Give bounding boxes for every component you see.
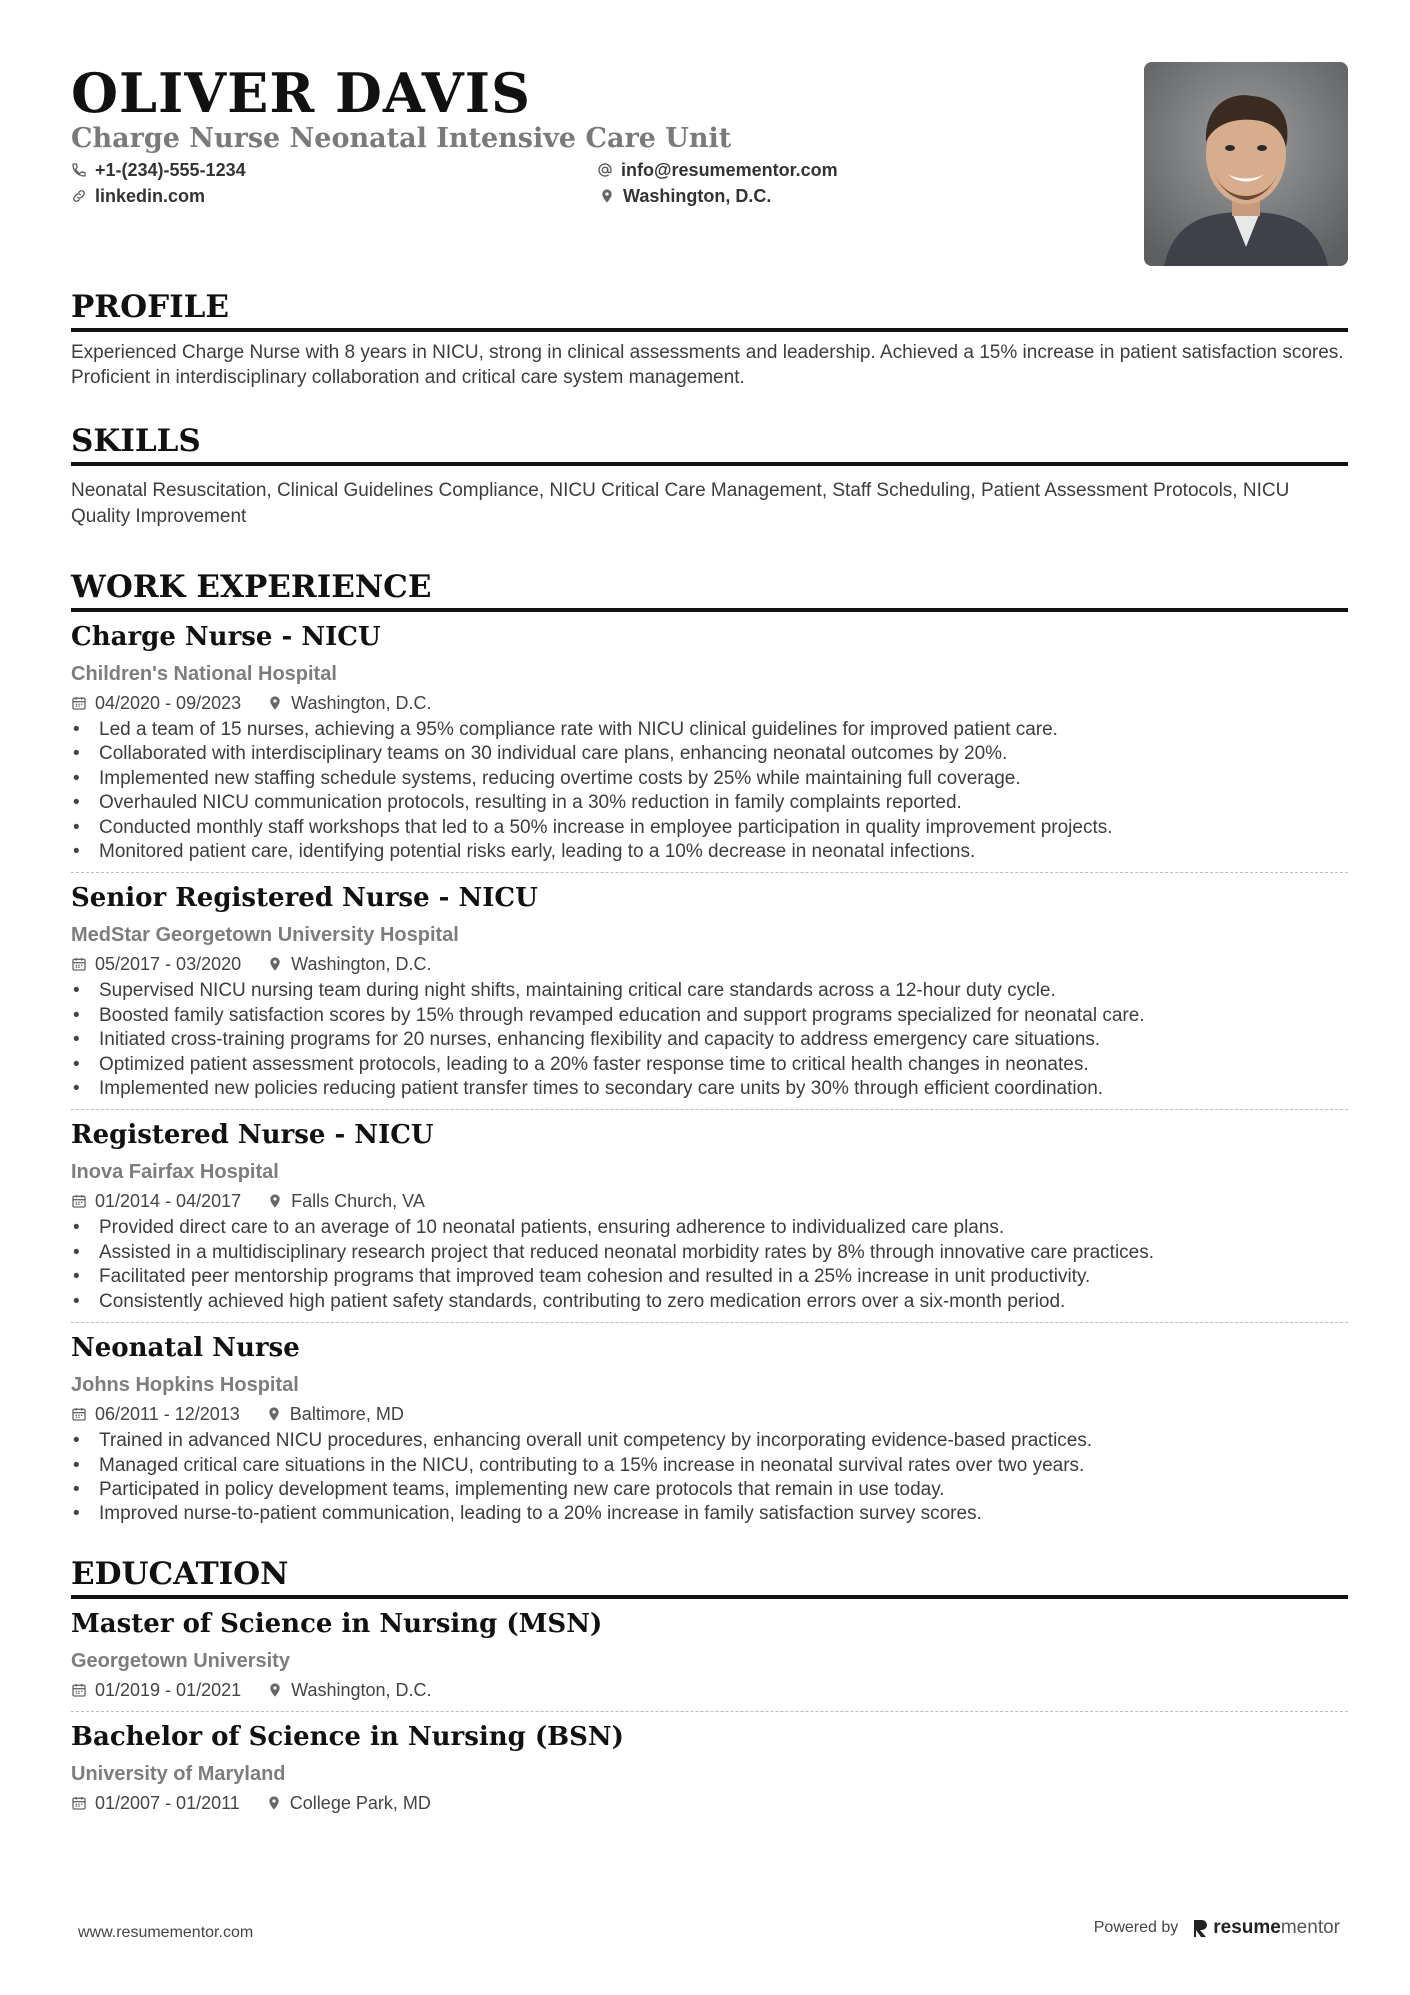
entry-location — [267, 951, 431, 977]
profile-photo — [1144, 62, 1348, 266]
entry-meta — [71, 1401, 1348, 1427]
skills-heading: SKILLS — [71, 422, 1348, 466]
achievement-item: • Optimized patient assessment protocols, leading to a 20% faster response time to critical health changes in neonates. — [71, 1053, 1348, 1077]
location-text: Washington, D.C. — [291, 954, 432, 975]
education-entry — [71, 1711, 1348, 1824]
achievement-item: • Overhauled NICU communication protocols, resulting in a 30% reduction in family complaints reported. — [71, 791, 1348, 815]
phone-text: +1-(234)-555-1234 — [95, 160, 246, 180]
entry-title: Neonatal Nurse — [71, 1333, 300, 1364]
achievement-item: • Implemented new policies reducing patient transfer times to secondary care units by 30% through efficient coordination. — [71, 1077, 1348, 1101]
map-pin-icon — [267, 1193, 283, 1209]
contact-phone — [71, 158, 246, 182]
achievement-item: • Managed critical care situations in the NICU, contributing to a 15% increase in neonatal survival rates over two years. — [71, 1454, 1348, 1478]
dates-text: 01/2007 - 01/2011 — [95, 1792, 240, 1813]
entry-organization: Inova Fairfax Hospital — [71, 1161, 279, 1184]
achievement-item: • Led a team of 15 nurses, achieving a 95% compliance rate with NICU clinical guidelines for improved patient care. — [71, 718, 1348, 742]
entry-meta — [71, 1677, 1348, 1703]
experience-entry — [71, 620, 1348, 872]
education-entry — [71, 1607, 1348, 1711]
contact-email — [597, 158, 838, 182]
phone-icon — [71, 162, 87, 178]
dates-text: 04/2020 - 09/2023 — [95, 693, 242, 713]
dates-text: 01/2014 - 04/2017 — [95, 1191, 242, 1212]
profile-heading: PROFILE — [71, 288, 1348, 332]
entry-location — [266, 1401, 404, 1427]
calendar-icon — [71, 1795, 87, 1811]
achievement-list — [71, 979, 1348, 1101]
achievement-item: • Conducted monthly staff workshops that led to a 50% increase in employee participation in quality improvement projects. — [71, 816, 1348, 840]
location-text: Falls Church, VA — [291, 1191, 425, 1212]
entry-title: Master of Science in Nursing (MSN) — [71, 1608, 603, 1639]
footer-website[interactable]: www.resumementor.com — [78, 1924, 254, 1941]
map-pin-icon — [266, 1795, 282, 1811]
map-pin-icon — [267, 1682, 283, 1698]
entry-dates — [71, 1188, 241, 1214]
entry-dates — [71, 690, 241, 716]
entry-location — [267, 690, 431, 716]
portrait-image — [1144, 62, 1348, 266]
calendar-icon — [71, 1193, 87, 1209]
achievement-item: • Monitored patient care, identifying potential risks early, leading to a 10% decrease in neonatal infections. — [71, 840, 1348, 864]
entry-title: Registered Nurse - NICU — [71, 1120, 434, 1151]
calendar-icon — [71, 956, 87, 972]
entry-dates — [71, 1677, 241, 1703]
achievement-item: • Implemented new staffing schedule systems, reducing overtime costs by 25% while maintaining full coverage. — [71, 767, 1348, 791]
achievement-list — [71, 1216, 1348, 1314]
entry-title: Charge Nurse - NICU — [71, 622, 381, 652]
achievement-item: • Trained in advanced NICU procedures, enhancing overall unit competency by incorporating evidence-based practices. — [71, 1429, 1348, 1453]
brand-light: mentor — [1280, 1917, 1340, 1938]
entry-location — [267, 1677, 431, 1703]
entry-title: Bachelor of Science in Nursing (BSN) — [71, 1721, 624, 1752]
education-heading: EDUCATION — [71, 1555, 1348, 1599]
map-pin-icon — [599, 188, 615, 204]
entry-organization: University of Maryland — [71, 1762, 286, 1785]
experience-entry — [71, 872, 1348, 1109]
entry-meta — [71, 690, 1348, 716]
calendar-icon — [71, 695, 87, 711]
experience-entry — [71, 1322, 1348, 1535]
dates-text: 06/2011 - 12/2013 — [95, 1404, 240, 1425]
achievement-item: • Provided direct care to an average of 10 neonatal patients, ensuring adherence to individualized care plans. — [71, 1216, 1348, 1240]
powered-by-label: Powered by — [1093, 1919, 1179, 1936]
profile-section — [71, 288, 1348, 390]
skills-text: Neonatal Resuscitation, Clinical Guidelines Compliance, NICU Critical Care Management, Staff Scheduling, Patient Assessment Protocols, NICU Quality Improvement — [71, 480, 1290, 527]
brand-logo — [1192, 1917, 1340, 1939]
dates-text: 01/2019 - 01/2021 — [95, 1679, 242, 1700]
map-pin-icon — [266, 1406, 282, 1422]
entry-organization: Georgetown University — [71, 1649, 290, 1672]
achievement-list — [71, 1429, 1348, 1527]
contact-location — [599, 184, 771, 208]
entry-dates — [71, 1401, 240, 1427]
entry-meta — [71, 951, 1348, 977]
location-text: College Park, MD — [289, 1792, 431, 1813]
link-icon — [71, 188, 87, 204]
calendar-icon — [71, 1682, 87, 1698]
map-pin-icon — [267, 956, 283, 972]
calendar-icon — [71, 1406, 87, 1422]
experience-section — [71, 568, 1348, 1535]
email-text[interactable]: info@resumementor.com — [621, 160, 838, 180]
entry-meta — [71, 1188, 1348, 1214]
achievement-item: • Collaborated with interdisciplinary teams on 30 individual care plans, enhancing neonatal outcomes by 20%. — [71, 742, 1348, 766]
profile-text: Experienced Charge Nurse with 8 years in NICU, strong in clinical assessments and leadership. Achieved a 15% increase in patient satisfaction scores. Proficient in interdisciplinary collaboration and critical care system management. — [71, 342, 1344, 388]
education-section — [71, 1555, 1348, 1824]
entry-location — [267, 1188, 425, 1214]
map-pin-icon — [267, 695, 283, 711]
footer-branding — [1094, 1917, 1340, 1939]
entry-organization: MedStar Georgetown University Hospital — [71, 924, 459, 947]
resumementor-logo-icon — [1192, 1918, 1208, 1938]
experience-heading: WORK EXPERIENCE — [71, 568, 1348, 612]
brand-bold: resume — [1213, 1917, 1281, 1938]
achievement-item: • Supervised NICU nursing team during night shifts, maintaining critical care standards across a 12-hour duty cycle. — [71, 979, 1348, 1003]
location-text: Washington, D.C. — [623, 186, 772, 206]
skills-section — [71, 422, 1348, 530]
entry-organization: Children's National Hospital — [71, 663, 337, 685]
experience-list — [71, 620, 1348, 1535]
candidate-title: Charge Nurse Neonatal Intensive Care Unit — [71, 123, 732, 154]
candidate-name: OLIVER DAVIS — [71, 61, 531, 125]
achievement-item: • Facilitated peer mentorship programs that improved team cohesion and resulted in a 25% increase in unit productivity. — [71, 1265, 1348, 1289]
achievement-item: • Participated in policy development teams, implementing new care protocols that remain in use today. — [71, 1478, 1348, 1502]
location-text: Washington, D.C. — [291, 1679, 432, 1700]
achievement-item: • Improved nurse-to-patient communication, leading to a 20% increase in family satisfaction survey scores. — [71, 1502, 1348, 1526]
entry-organization: Johns Hopkins Hospital — [71, 1374, 299, 1397]
experience-entry — [71, 1109, 1348, 1322]
achievement-item: • Boosted family satisfaction scores by 15% through revamped education and support programs specialized for neonatal care. — [71, 1004, 1348, 1028]
contact-linkedin — [71, 184, 205, 208]
achievement-item: • Assisted in a multidisciplinary research project that reduced neonatal morbidity rates by 8% through innovative care practices. — [71, 1241, 1348, 1265]
at-icon — [597, 162, 613, 178]
achievement-list — [71, 718, 1348, 864]
achievement-item: • Consistently achieved high patient safety standards, contributing to zero medication errors over a six-month period. — [71, 1290, 1348, 1314]
location-text: Baltimore, MD — [289, 1404, 404, 1425]
entry-location — [266, 1790, 431, 1816]
dates-text: 05/2017 - 03/2020 — [95, 954, 242, 975]
linkedin-text[interactable]: linkedin.com — [95, 186, 206, 206]
entry-meta — [71, 1790, 1348, 1816]
location-text: Washington, D.C. — [291, 693, 432, 713]
entry-title: Senior Registered Nurse - NICU — [71, 883, 538, 914]
education-list — [71, 1607, 1348, 1824]
achievement-item: • Initiated cross-training programs for 20 nurses, enhancing flexibility and capacity to address emergency care situations. — [71, 1028, 1348, 1052]
resume-header — [71, 0, 1348, 270]
entry-dates — [71, 951, 241, 977]
entry-dates — [71, 1790, 240, 1816]
